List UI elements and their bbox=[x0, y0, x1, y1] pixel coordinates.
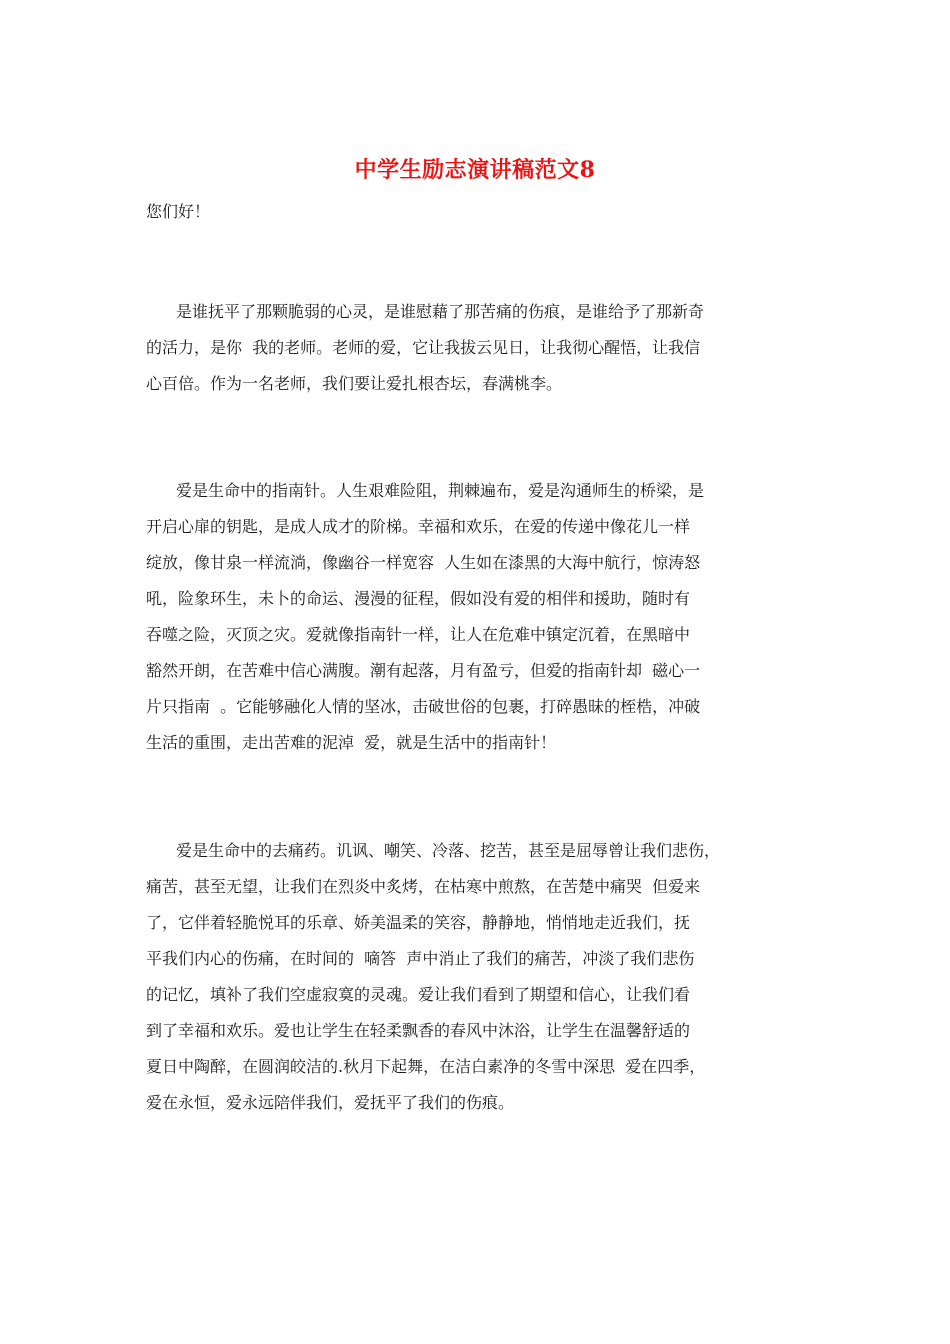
paragraph-line: 爱是生命中的去痛药。讥讽、嘲笑、冷落、挖苦，甚至是屈辱曾让我们悲伤， bbox=[176, 841, 721, 860]
paragraph-line: 吞噬之险，灭顶之灾。爱就像指南针一样，让人在危难中镇定沉着，在黑暗中 bbox=[146, 625, 691, 644]
paragraph-line: 爱在永恒，爱永远陪伴我们，爱抚平了我们的伤痕。 bbox=[146, 1093, 515, 1112]
paragraph-line: 的记忆，填补了我们空虚寂寞的灵魂。爱让我们看到了期望和信心，让我们看 bbox=[146, 985, 691, 1004]
paragraph-line: 片只指南 。它能够融化人情的坚冰，击破世俗的包裹，打碎愚昧的桎梏，冲破 bbox=[146, 697, 701, 716]
paragraph-line: 心百倍。作为一名老师，我们要让爱扎根杏坛，春满桃李。 bbox=[146, 374, 563, 393]
document-title: 中学生励志演讲稿范文8 bbox=[354, 157, 596, 183]
paragraph-line: 夏日中陶醉，在圆润皎洁的.秋月下起舞，在洁白素净的冬雪中深思 爱在四季， bbox=[146, 1057, 706, 1076]
greeting-text: 您们好！ bbox=[146, 202, 211, 221]
paragraph-line: 到了幸福和欢乐。爱也让学生在轻柔飘香的春风中沐浴，让学生在温馨舒适的 bbox=[146, 1021, 691, 1040]
paragraph-line: 豁然开朗，在苦难中信心满腹。潮有起落，月有盈亏，但爱的指南针却 磁心一 bbox=[146, 661, 701, 680]
paragraph-line: 是谁抚平了那颗脆弱的心灵，是谁慰藉了那苦痛的伤痕，是谁给予了那新奇 bbox=[176, 302, 705, 321]
paragraph-line: 生活的重围，走出苦难的泥淖 爱，就是生活中的指南针！ bbox=[146, 733, 557, 752]
paragraph-line: 的活力，是你 我的老师。老师的爱，它让我拔云见日，让我彻心醒悟，让我信 bbox=[146, 338, 701, 357]
paragraph-line: 绽放，像甘泉一样流淌，像幽谷一样宽容 人生如在漆黑的大海中航行，惊涛怒 bbox=[146, 553, 701, 572]
paragraph-line: 痛苦，甚至无望，让我们在烈炎中炙烤，在枯寒中煎熬，在苦楚中痛哭 但爱来 bbox=[146, 877, 701, 896]
paragraph-line: 开启心扉的钥匙，是成人成才的阶梯。幸福和欢乐，在爱的传递中像花儿一样 bbox=[146, 517, 691, 536]
paragraph-line: 吼，险象环生，未卜的命运、漫漫的征程，假如没有爱的相伴和援助，随时有 bbox=[146, 589, 691, 608]
paragraph-1 bbox=[146, 300, 826, 408]
paragraph-line: 爱是生命中的指南针。人生艰难险阻，荆棘遍布，爱是沟通师生的桥梁，是 bbox=[176, 481, 705, 500]
paragraph-2 bbox=[146, 479, 826, 767]
paragraph-line: 了，它伴着轻脆悦耳的乐章、娇美温柔的笑容，静静地，悄悄地走近我们，抚 bbox=[146, 913, 691, 932]
paragraph-line: 平我们内心的伤痛，在时间的 嘀答 声中消止了我们的痛苦，冲淡了我们悲伤 bbox=[146, 949, 695, 968]
paragraph-3 bbox=[146, 839, 826, 1127]
